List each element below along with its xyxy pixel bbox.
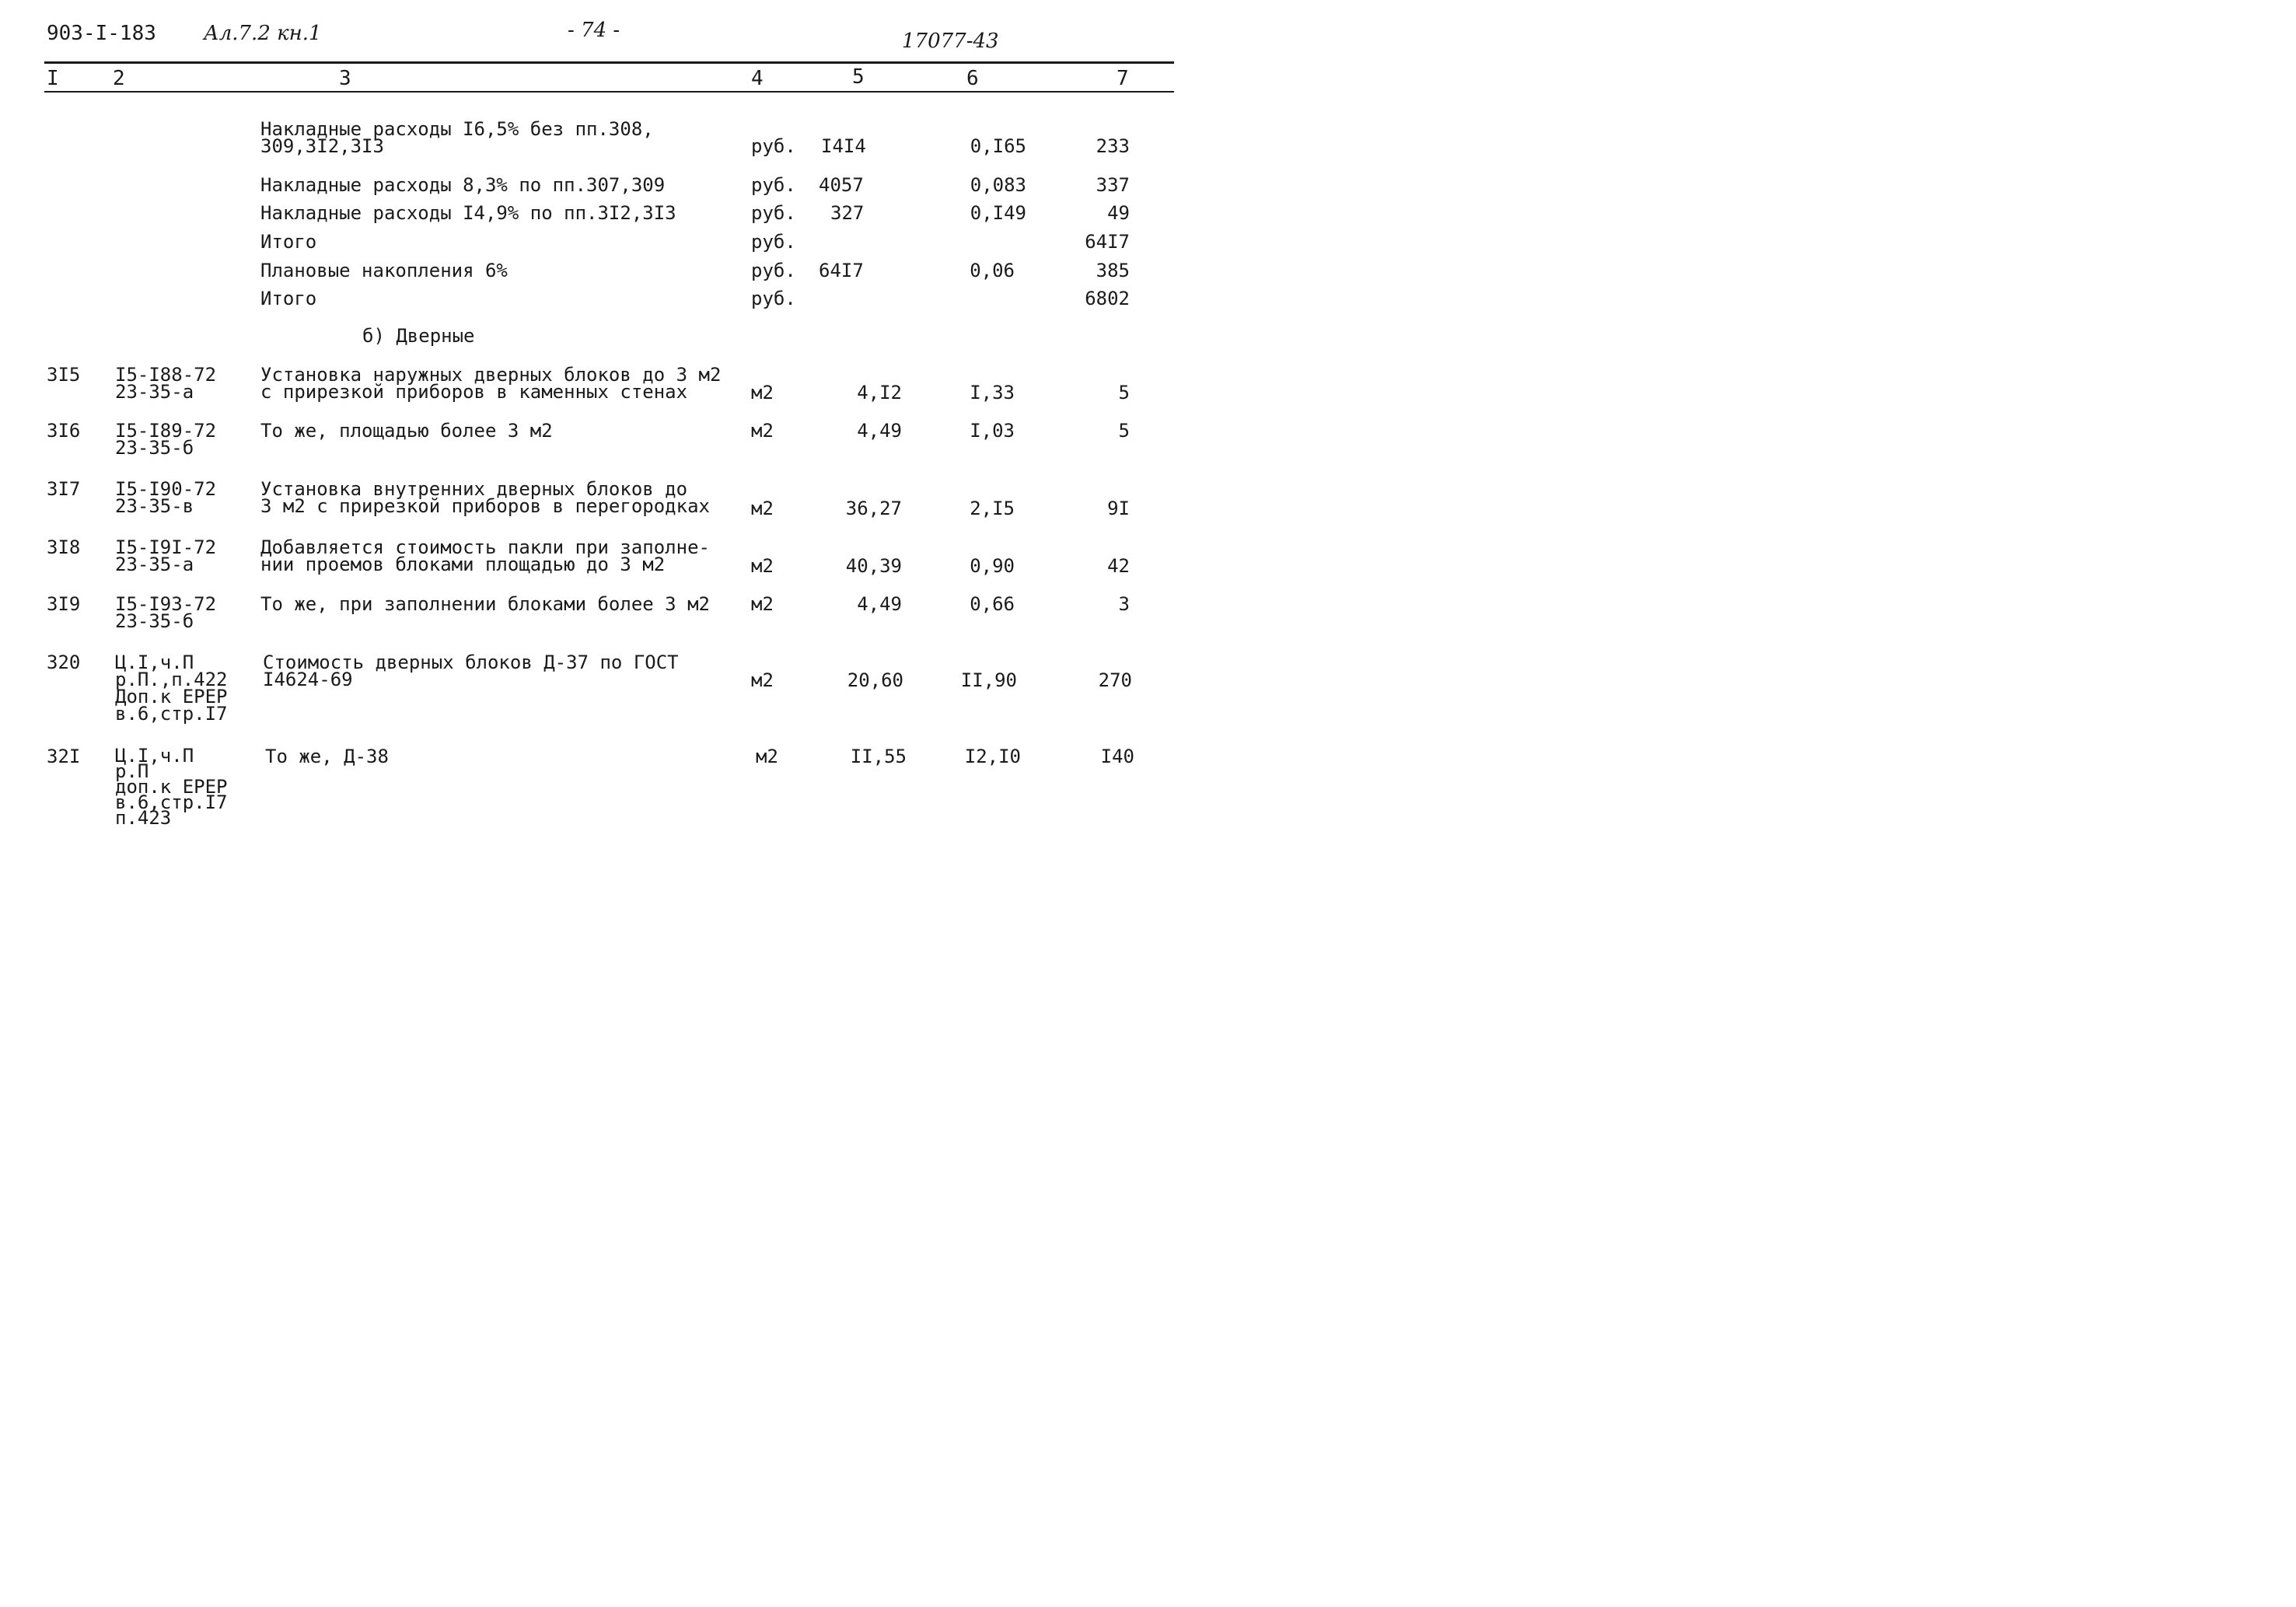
- summary-description: Накладные расходы 8,3% по пп.307,309: [260, 174, 666, 196]
- unit: м2: [751, 593, 774, 615]
- header-bottom-rule: [44, 91, 1174, 93]
- summary-unit: руб.: [751, 231, 796, 253]
- norm-code: I5-I93-72 23-35-б: [115, 593, 217, 632]
- quantity: 40,39: [845, 555, 902, 577]
- summary-base: 327: [830, 202, 865, 224]
- quantity: 4,I2: [857, 382, 902, 403]
- unit: м2: [751, 498, 774, 519]
- summary-rate: 0,06: [970, 260, 1015, 281]
- unit-price: II,90: [960, 669, 1017, 691]
- quantity: 36,27: [845, 498, 902, 519]
- unit-price: I,33: [970, 382, 1015, 403]
- page-number: - 74 -: [568, 19, 620, 42]
- quantity: 20,60: [847, 669, 903, 691]
- total-cost: 5: [1118, 382, 1130, 403]
- summary-base: 64I7: [819, 260, 864, 281]
- norm-code: I5-I90-72 23-35-в: [115, 478, 217, 517]
- unit: м2: [756, 746, 778, 767]
- summary-description: Накладные расходы I4,9% по пп.3I2,3I3: [260, 202, 676, 224]
- summary-description: Накладные расходы I6,5% без пп.308, 309,3I2,3I3: [260, 118, 654, 157]
- quantity: 4,49: [857, 593, 902, 615]
- summary-base: 4057: [819, 174, 864, 196]
- total-cost: 3: [1118, 593, 1130, 615]
- summary-total: 385: [1096, 260, 1130, 281]
- summary-total: 6802: [1085, 288, 1130, 309]
- unit: м2: [751, 382, 774, 403]
- unit: м2: [751, 420, 774, 442]
- work-description: Установка внутренних дверных блоков до 3 м2 с прирезкой приборов в перегородках: [260, 478, 710, 517]
- col-4-label: 4: [751, 67, 764, 90]
- unit-price: I2,I0: [964, 746, 1021, 767]
- total-cost: 9I: [1107, 498, 1130, 519]
- archive-number: 17077-43: [902, 30, 999, 53]
- row-number: 3I7: [47, 478, 81, 500]
- col-7-label: 7: [1117, 67, 1129, 90]
- col-1-label: I: [47, 67, 59, 90]
- work-description: То же, Д-38: [265, 746, 389, 767]
- summary-rate: 0,I65: [970, 135, 1026, 157]
- summary-unit: руб.: [751, 174, 796, 196]
- unit-price: I,03: [970, 420, 1015, 442]
- norm-code: Ц.I,ч.П р.П.,п.422 Доп.к ЕРЕР в.6,стр.I7: [115, 652, 228, 725]
- summary-rate: 0,I49: [970, 202, 1026, 224]
- work-description: Добавляется стоимость пакли при заполне- нии проемов блоками площадью до 3 м2: [260, 536, 710, 575]
- row-number: 3I8: [47, 536, 81, 558]
- col-6-label: 6: [966, 67, 979, 90]
- col-2-label: 2: [113, 67, 125, 90]
- unit: м2: [751, 669, 774, 691]
- col-3-label: 3: [339, 67, 351, 90]
- row-number: 32I: [47, 746, 81, 767]
- norm-code: I5-I89-72 23-35-б: [115, 420, 217, 459]
- summary-unit: руб.: [751, 260, 796, 281]
- quantity: 4,49: [857, 420, 902, 442]
- norm-code: I5-I9I-72 23-35-а: [115, 536, 217, 575]
- unit-price: 2,I5: [970, 498, 1015, 519]
- col-5-label: 5: [852, 65, 865, 89]
- norm-code: I5-I88-72 23-35-а: [115, 364, 217, 403]
- total-cost: I40: [1100, 746, 1134, 767]
- row-number: 3I9: [47, 593, 81, 615]
- album-reference: Ал.7.2 кн.1: [204, 22, 322, 45]
- summary-unit: руб.: [751, 288, 796, 309]
- summary-description: Итого: [260, 288, 317, 309]
- total-cost: 270: [1098, 669, 1132, 691]
- unit: м2: [751, 555, 774, 577]
- summary-base: I4I4: [821, 135, 866, 157]
- work-description: То же, площадью более 3 м2: [260, 420, 553, 442]
- section-title: б) Дверные: [362, 325, 475, 347]
- unit-price: 0,90: [970, 555, 1015, 577]
- summary-unit: руб.: [751, 135, 796, 157]
- summary-description: Плановые накопления 6%: [260, 260, 508, 281]
- summary-unit: руб.: [751, 202, 796, 224]
- work-description: Стоимость дверных блоков Д-37 по ГОСТ I4624-69: [263, 652, 679, 690]
- row-number: 3I5: [47, 364, 81, 386]
- summary-total: 233: [1096, 135, 1130, 157]
- work-description: То же, при заполнении блоками более 3 м2: [260, 593, 710, 615]
- quantity: II,55: [850, 746, 907, 767]
- total-cost: 5: [1118, 420, 1130, 442]
- doc-code: 903-I-183: [47, 22, 156, 45]
- summary-total: 337: [1096, 174, 1130, 196]
- summary-total: 64I7: [1085, 231, 1130, 253]
- summary-description: Итого: [260, 231, 317, 253]
- header-top-rule: [44, 61, 1174, 64]
- unit-price: 0,66: [970, 593, 1015, 615]
- summary-rate: 0,083: [970, 174, 1026, 196]
- row-number: 320: [47, 652, 81, 673]
- work-description: Установка наружных дверных блоков до 3 м2 с прирезкой приборов в каменных стенах: [260, 364, 722, 403]
- row-number: 3I6: [47, 420, 81, 442]
- norm-code: Ц.I,ч.П р.П доп.к ЕРЕР в.6,стр.I7 п.423: [115, 745, 228, 829]
- summary-total: 49: [1107, 202, 1130, 224]
- total-cost: 42: [1107, 555, 1130, 577]
